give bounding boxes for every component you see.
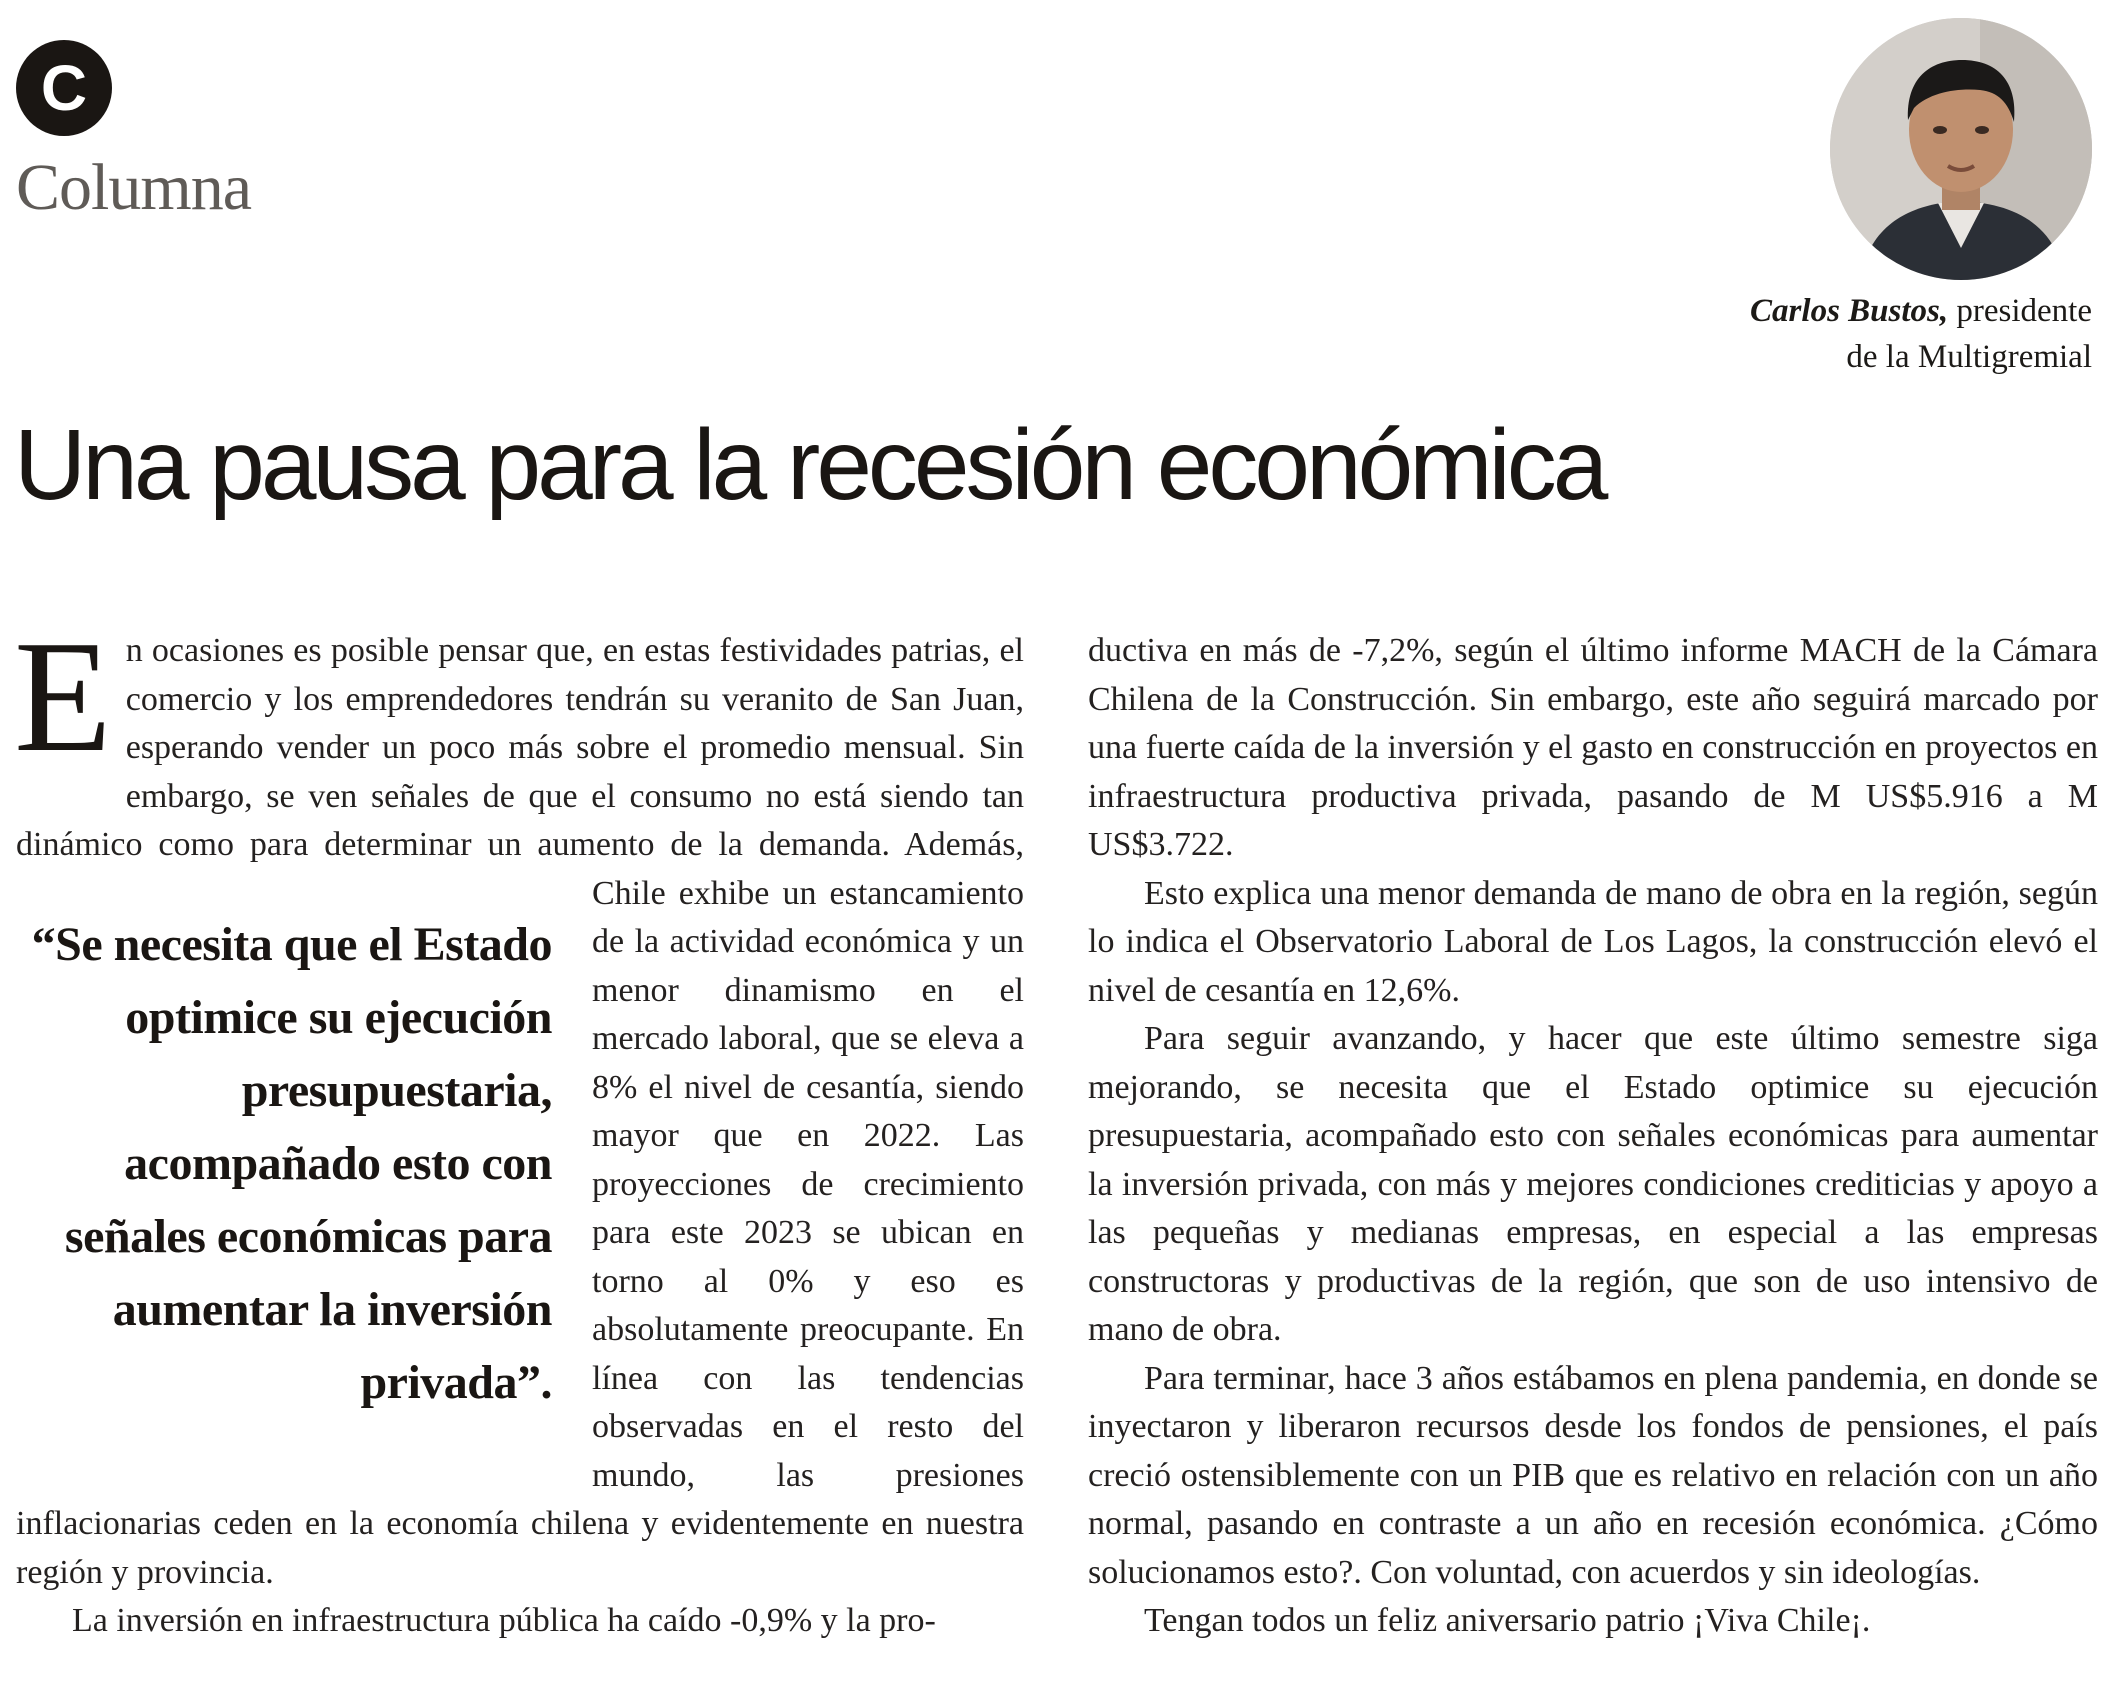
paragraph-1 [14,607,1024,1597]
author-portrait-icon [1830,18,2092,280]
paragraph-1-part-b: demanda. Además, Chile exhibe un estancamiento de la actividad económica y un menor dinamismo en el mercado laboral, que se eleva a 8% el nivel de cesantía, siendo mayor que en 2022. Las proyecciones de crecimiento para este 2023 se ubican en torno al 0% y eso es absolutamente preocupante. En línea con las tendencias observadas en el resto del mundo, las presiones inflacionarias ceden en la economía chilena y evidentemente en nuestra región y provincia. [16,826,1024,1591]
pull-quote: “Se necesita que el Estado optimice su ejecución presupuestaria, acompañado esto con señales económicas para aumentar la inversión privada”. [31,917,552,1409]
drop-cap: E [14,607,112,785]
author-role-1: presidente [1956,293,2092,329]
section-label: Columna [16,151,251,224]
author-name: Carlos Bustos, [1750,293,1949,329]
article-column-right [1088,627,2098,1646]
byline [1612,288,2092,380]
paragraph-5: Para terminar, hace 3 años estábamos en plena pandemia, en donde se inyectaron y liberaron recursos desde los fondos de pensiones, el país creció ostensiblemente con un PIB que es relativo en relación con un año normal, pasando en contraste a un año en recesión económica. ¿Cómo solucionamos esto?. Con voluntad, con acuerdos y sin ideologías. [1088,1359,2098,1591]
author-role-2: de la Multigremial [1846,339,2092,375]
paragraph-2-start: La inversión en infraestructura pública ha caído -0,9% y la pro- [72,1602,936,1639]
section-badge: C [16,40,112,136]
byline-line-1 [1612,288,2092,334]
article-column-left [14,607,1024,1697]
paragraph-1-part-a: n ocasiones es posible pensar que, en estas festividades patrias, el comercio y los emprendedores tendrán su veranito de San Juan, esperando vender un poco más sobre el promedio mensual. Sin embargo, se ven señales de que el consumo no está siendo tan dinámico como para determinar un aumento de la [16,632,1024,863]
paragraph-2-end: ductiva en más de -7,2%, según el último informe MACH de la Cámara Chilena de la Construcción. Sin embargo, este año seguirá marcado por una fuerte caída de la inversión y el gasto en construcción en proyectos en infraestructura productiva privada, pasando de M US$5.916 a M US$3.722. [1088,632,2098,863]
paragraph-6: Tengan todos un feliz aniversario patrio ¡Viva Chile¡. [1144,1602,1871,1639]
paragraph-3: Esto explica una menor demanda de mano de obra en la región, según lo indica el Observatorio Laboral de Los Lagos, la construcción elevó el nivel de cesantía en 12,6%. [1088,874,2098,1009]
paragraph-1-text [16,632,1024,1591]
article-headline: Una pausa para la recesión económica [14,409,1605,521]
author-portrait [1830,18,2092,280]
paragraph-4: Para seguir avanzando, y hacer que este último semestre siga mejorando, se necesita que el Estado optimice su ejecución presupuestaria, acompañado esto con señales económicas para aumentar la inversión privada, con más y mejores condiciones crediticias y apoyo a las pequeñas y medianas empresas, en especial a las empresas constructoras y productivas de la región, que son de uso intensivo de mano de obra. [1088,1020,2098,1348]
